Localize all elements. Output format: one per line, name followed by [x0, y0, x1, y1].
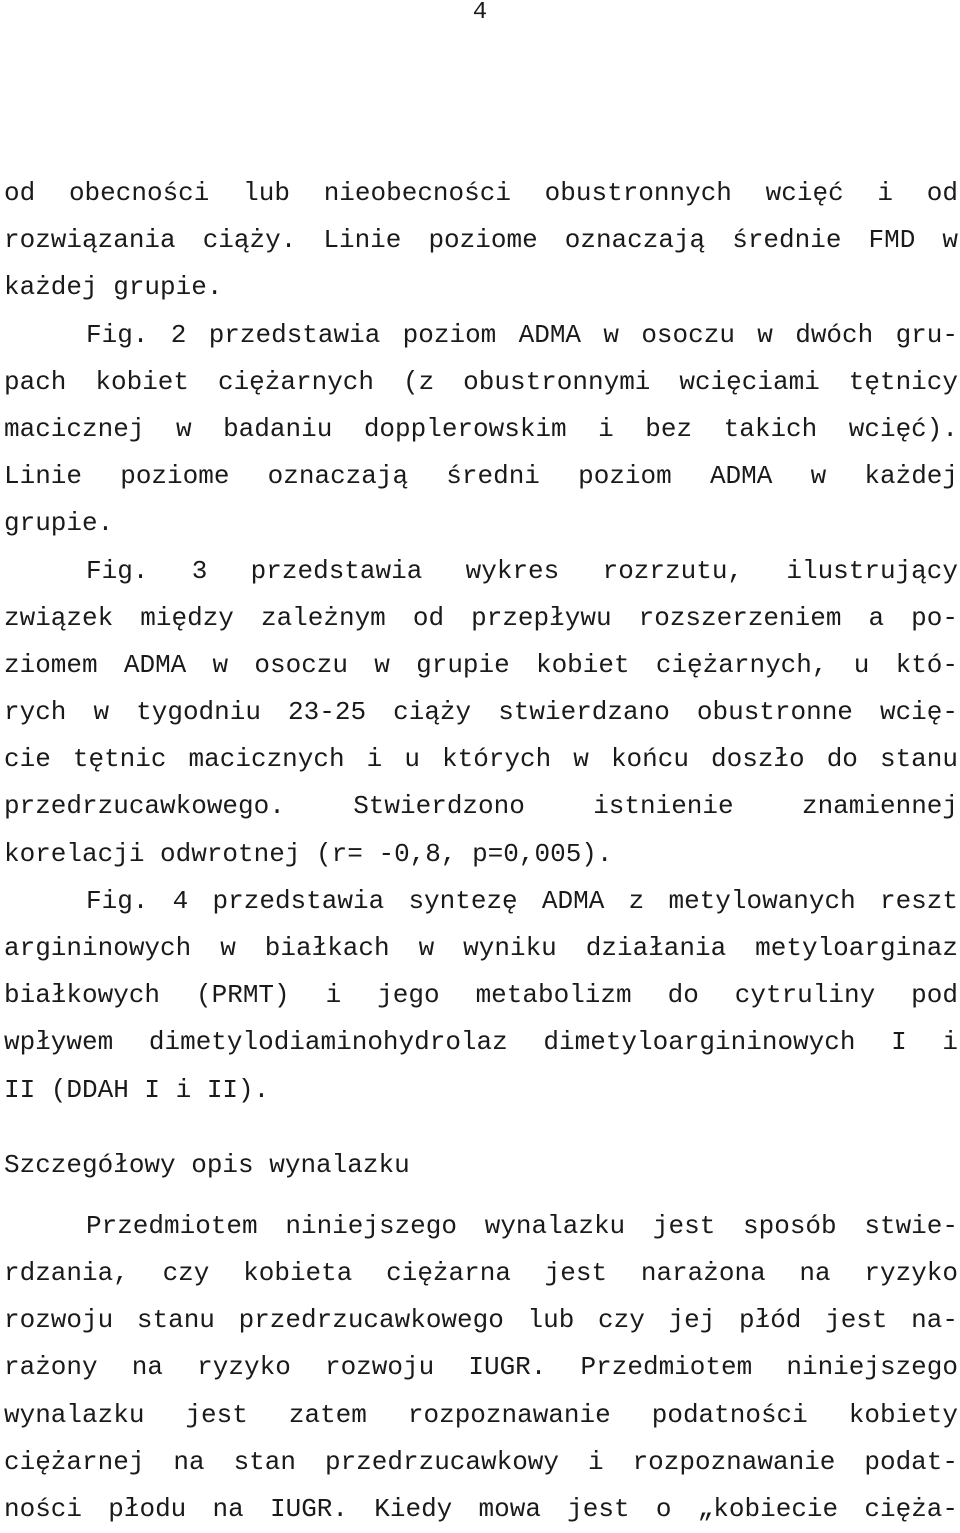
- text-line: rdzania, czy kobieta ciężarna jest narażona na ryzyko: [4, 1257, 958, 1288]
- text-line: rych w tygodniu 23-25 ciąży stwierdzano obustronne wcię-: [4, 697, 958, 728]
- text-line: rażony na ryzyko rozwoju IUGR. Przedmiotem niniejszego: [4, 1352, 958, 1383]
- text-line: ziomem ADMA w osoczu w grupie kobiet ciężarnych, u któ-: [4, 649, 958, 680]
- paragraph-fig1-continuation: [4, 170, 958, 312]
- text-line: rozwiązania ciąży. Linie poziome oznaczają średnie FMD w: [4, 225, 958, 256]
- text-line: Fig. 3 przedstawia wykres rozrzutu, ilustrujący: [86, 555, 958, 586]
- document-body: [4, 170, 958, 1533]
- text-line: przedrzucawkowego. Stwierdzono istnienie znamiennej: [4, 791, 958, 822]
- text-line: macicznej w badaniu dopplerowskim i bez takich wcięć).: [4, 413, 958, 444]
- section-heading: Szczegółowy opis wynalazku: [4, 1149, 410, 1180]
- text-line: II (DDAH I i II).: [4, 1074, 270, 1105]
- page-number: 4: [472, 0, 488, 26]
- text-line: wpływem dimetylodiaminohydrolaz dimetyloargininowych I i: [4, 1027, 958, 1058]
- text-line: argininowych w białkach w wyniku działania metyloarginaz: [4, 933, 958, 963]
- text-line: cie tętnic macicznych i u których w końcu doszło do stanu: [4, 744, 958, 775]
- text-line: wynalazku jest zatem rozpoznawanie podatności kobiety: [4, 1399, 958, 1430]
- text-line: Linie poziome oznaczają średni poziom ADMA w każdej: [4, 461, 958, 492]
- text-line: ności płodu na IUGR. Kiedy mowa jest o „kobiecie cięża-: [4, 1493, 958, 1524]
- section-heading-wrapper: [4, 1142, 958, 1189]
- text-line: rozwoju stanu przedrzucawkowego lub czy jej płód jest na-: [4, 1305, 958, 1336]
- text-line: grupie.: [4, 508, 114, 539]
- text-line: od obecności lub nieobecności obustronnych wcięć i od: [4, 178, 958, 208]
- text-line: pach kobiet ciężarnych (z obustronnymi wcięciami tętnicy: [4, 366, 958, 397]
- text-line: Fig. 4 przedstawia syntezę ADMA z metylowanych reszt: [86, 885, 958, 916]
- paragraph-fig4: [4, 878, 958, 1114]
- paragraph-fig3: [4, 548, 958, 878]
- text-line: korelacji odwrotnej (r= -0,8, p=0,005).: [4, 838, 613, 869]
- text-line: każdej grupie.: [4, 272, 223, 303]
- text-line: związek między zależnym od przepływu rozszerzeniem a po-: [4, 602, 958, 633]
- paragraph-detailed-description: [4, 1203, 958, 1533]
- text-line: Fig. 2 przedstawia poziom ADMA w osoczu w dwóch gru-: [86, 319, 958, 350]
- text-line: białkowych (PRMT) i jego metabolizm do cytruliny pod: [4, 980, 958, 1011]
- paragraph-fig2: [4, 312, 958, 548]
- text-line: Przedmiotem niniejszego wynalazku jest sposób stwie-: [86, 1210, 958, 1241]
- text-line: ciężarnej na stan przedrzucawkowy i rozpoznawanie podat-: [4, 1446, 958, 1477]
